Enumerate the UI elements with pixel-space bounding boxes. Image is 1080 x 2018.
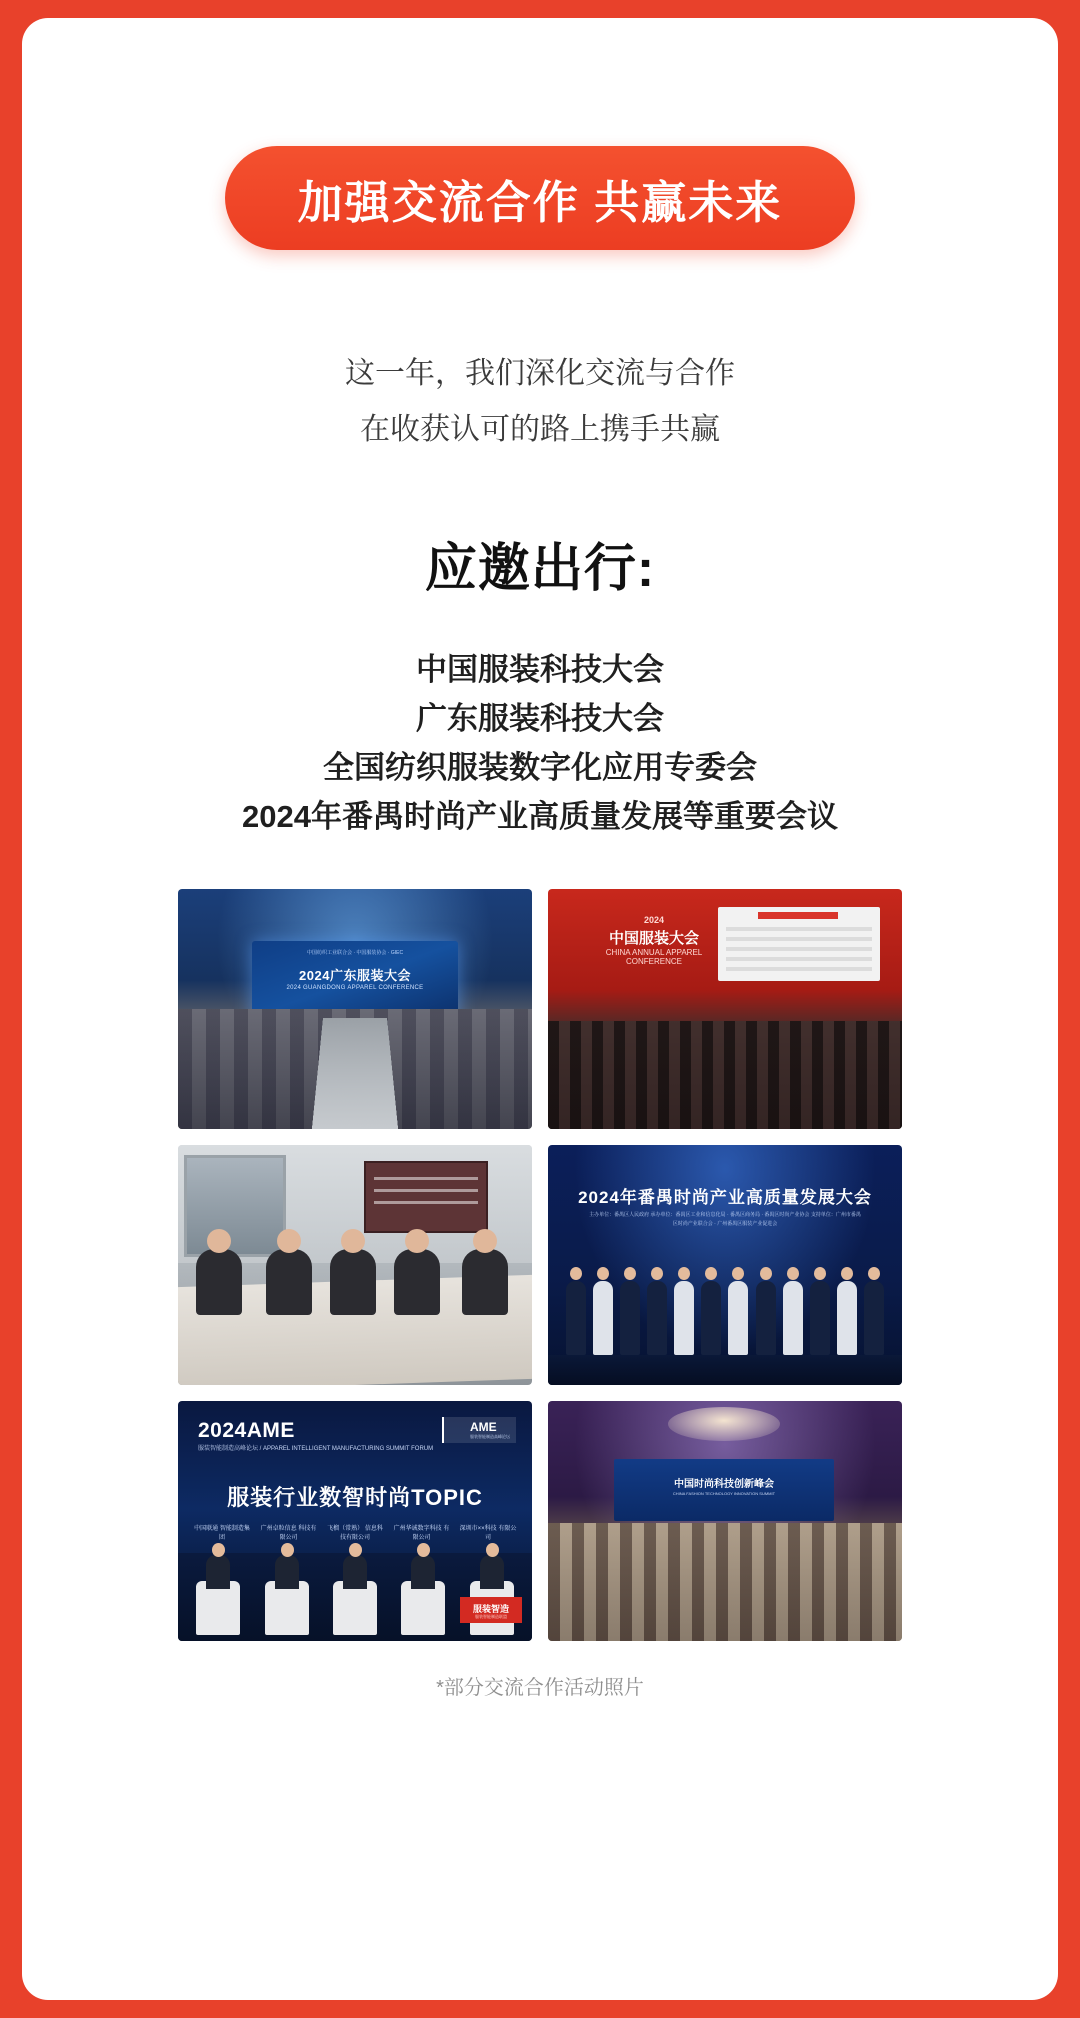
conference-item: 全国纺织服装数字化应用专委会	[323, 750, 757, 785]
stage-screen	[614, 1459, 834, 1521]
attendee-head	[207, 1229, 231, 1253]
photo-caption: *部分交流合作活动照片	[436, 1677, 644, 1699]
stage-subtitle: 主办单位：番禺区人民政府 承办单位：番禺区工业和信息化局 · 番禺区商务局 · 番禺区时尚产业协会 支持单位：广州市番禺区时尚产业联合会 · 广州番禺区服装产业促进会	[589, 1212, 861, 1227]
forum-topic: 服装行业数智时尚TOPIC	[227, 1485, 483, 1510]
panelist-name: 飞榴（常熟） 信息科技有限公司	[327, 1526, 383, 1541]
photo-ame-forum	[178, 1401, 532, 1641]
forum-logo	[442, 1417, 516, 1443]
attendee-head	[341, 1229, 365, 1253]
audience-seating	[548, 1523, 902, 1641]
center-aisle	[311, 1018, 399, 1129]
board-row	[726, 947, 872, 951]
subtitle-line-2: 在收获认可的路上携手共赢	[360, 413, 720, 446]
screen-subtitle: 2024 GUANGDONG APPAREL CONFERENCE	[286, 985, 424, 991]
conference-list	[22, 645, 1058, 841]
subtitle-block	[22, 346, 1058, 458]
poster-card	[22, 18, 1058, 2000]
headline-text: 加强交流合作 共赢未来	[297, 176, 783, 228]
stage-subtitle: CHINA ANNUAL APPAREL CONFERENCE	[605, 948, 703, 966]
group-photo-row	[566, 1265, 884, 1355]
ceiling-light	[668, 1407, 780, 1441]
attendee-head	[405, 1229, 429, 1253]
board-header	[758, 912, 838, 919]
panel-chair	[401, 1581, 445, 1635]
panel-chair	[265, 1581, 309, 1635]
conference-item: 广东服装科技大会	[416, 701, 664, 736]
person-figure	[837, 1281, 857, 1355]
stage-floor	[548, 1355, 902, 1385]
headline-banner	[225, 146, 855, 250]
panelist-name: 广州华诚数字科技 有限公司	[393, 1526, 450, 1541]
conference-item: 2024年番禺时尚产业高质量发展等重要会议	[242, 799, 838, 834]
banner-wrap	[225, 146, 855, 250]
attendee-head	[277, 1229, 301, 1253]
photo-panyu-fashion-conference	[548, 1145, 902, 1385]
screen-title: 2024广东服装大会	[299, 968, 411, 983]
meeting-screen	[364, 1161, 488, 1233]
screen-line	[374, 1177, 478, 1180]
stage-left-text	[584, 915, 724, 966]
forum-logo-title: AME	[470, 1420, 497, 1434]
person-figure	[647, 1281, 667, 1355]
forum-brand-subtitle: 服装智能制造高峰论坛 / APPAREL INTELLIGENT MANUFACTURING SUMMIT FORUM	[198, 1446, 434, 1452]
window	[184, 1155, 286, 1257]
stage-year: 2024	[643, 915, 665, 925]
person-figure	[701, 1281, 721, 1355]
panelist-name: 深圳市××科技 有限公司	[459, 1526, 517, 1541]
board-row	[726, 967, 872, 971]
panelist-names	[192, 1525, 518, 1543]
person-figure	[864, 1281, 884, 1355]
attendee	[394, 1249, 440, 1315]
screen-title: 中国时尚科技创新峰会	[674, 1479, 774, 1490]
subtitle-line-1: 这一年，我们深化交流与合作	[345, 357, 735, 390]
screen-top-text: 中国纺织工业联合会 · 中国服装协会 · GIEC	[306, 950, 404, 956]
screen-line	[374, 1189, 478, 1192]
attendee	[330, 1249, 376, 1315]
screen-subtitle: CHINA FASHION TECHNOLOGY INNOVATION SUMMIT	[672, 1491, 776, 1496]
panelist-name: 广州卓粒信息 科技有限公司	[260, 1526, 317, 1541]
photo-grid	[178, 889, 902, 1641]
person-figure	[620, 1281, 640, 1355]
board-row	[726, 957, 872, 961]
forum-badge-title: 服装智造	[472, 1604, 509, 1614]
person-figure	[593, 1281, 613, 1355]
person-figure	[566, 1281, 586, 1355]
attendee-head	[473, 1229, 497, 1253]
person-figure	[674, 1281, 694, 1355]
photo-china-apparel-conference	[548, 889, 902, 1129]
forum-brand: 2024AME	[198, 1419, 295, 1442]
stage-title: 中国服装大会	[608, 930, 699, 947]
person-figure	[783, 1281, 803, 1355]
section-heading: 应邀出行:	[424, 540, 656, 598]
conference-item: 中国服装科技大会	[416, 652, 664, 687]
photo-roundtable-meeting	[178, 1145, 532, 1385]
photo-fashion-tech-summit	[548, 1401, 902, 1641]
attendee	[196, 1249, 242, 1315]
panelist-name: 中国联通 智能制造集团	[194, 1526, 250, 1541]
panel-chair	[333, 1581, 377, 1635]
person-figure	[756, 1281, 776, 1355]
panel-chair	[196, 1581, 240, 1635]
person-figure	[810, 1281, 830, 1355]
photo-guangdong-apparel-conference	[178, 889, 532, 1129]
board-row	[726, 927, 872, 931]
audience-crowd	[548, 1021, 902, 1129]
attendee	[462, 1249, 508, 1315]
stage-title: 2024年番禺时尚产业高质量发展大会	[578, 1188, 872, 1207]
stage-screen	[252, 941, 458, 1019]
forum-badge-subtitle: 服装智能制造联盟	[475, 1614, 507, 1619]
screen-line	[374, 1201, 478, 1204]
board-row	[726, 937, 872, 941]
attendee	[266, 1249, 312, 1315]
person-figure	[728, 1281, 748, 1355]
forum-badge	[460, 1597, 522, 1623]
presentation-board	[718, 907, 880, 981]
forum-logo-subtitle: 服装智能制造高峰论坛	[470, 1434, 510, 1439]
